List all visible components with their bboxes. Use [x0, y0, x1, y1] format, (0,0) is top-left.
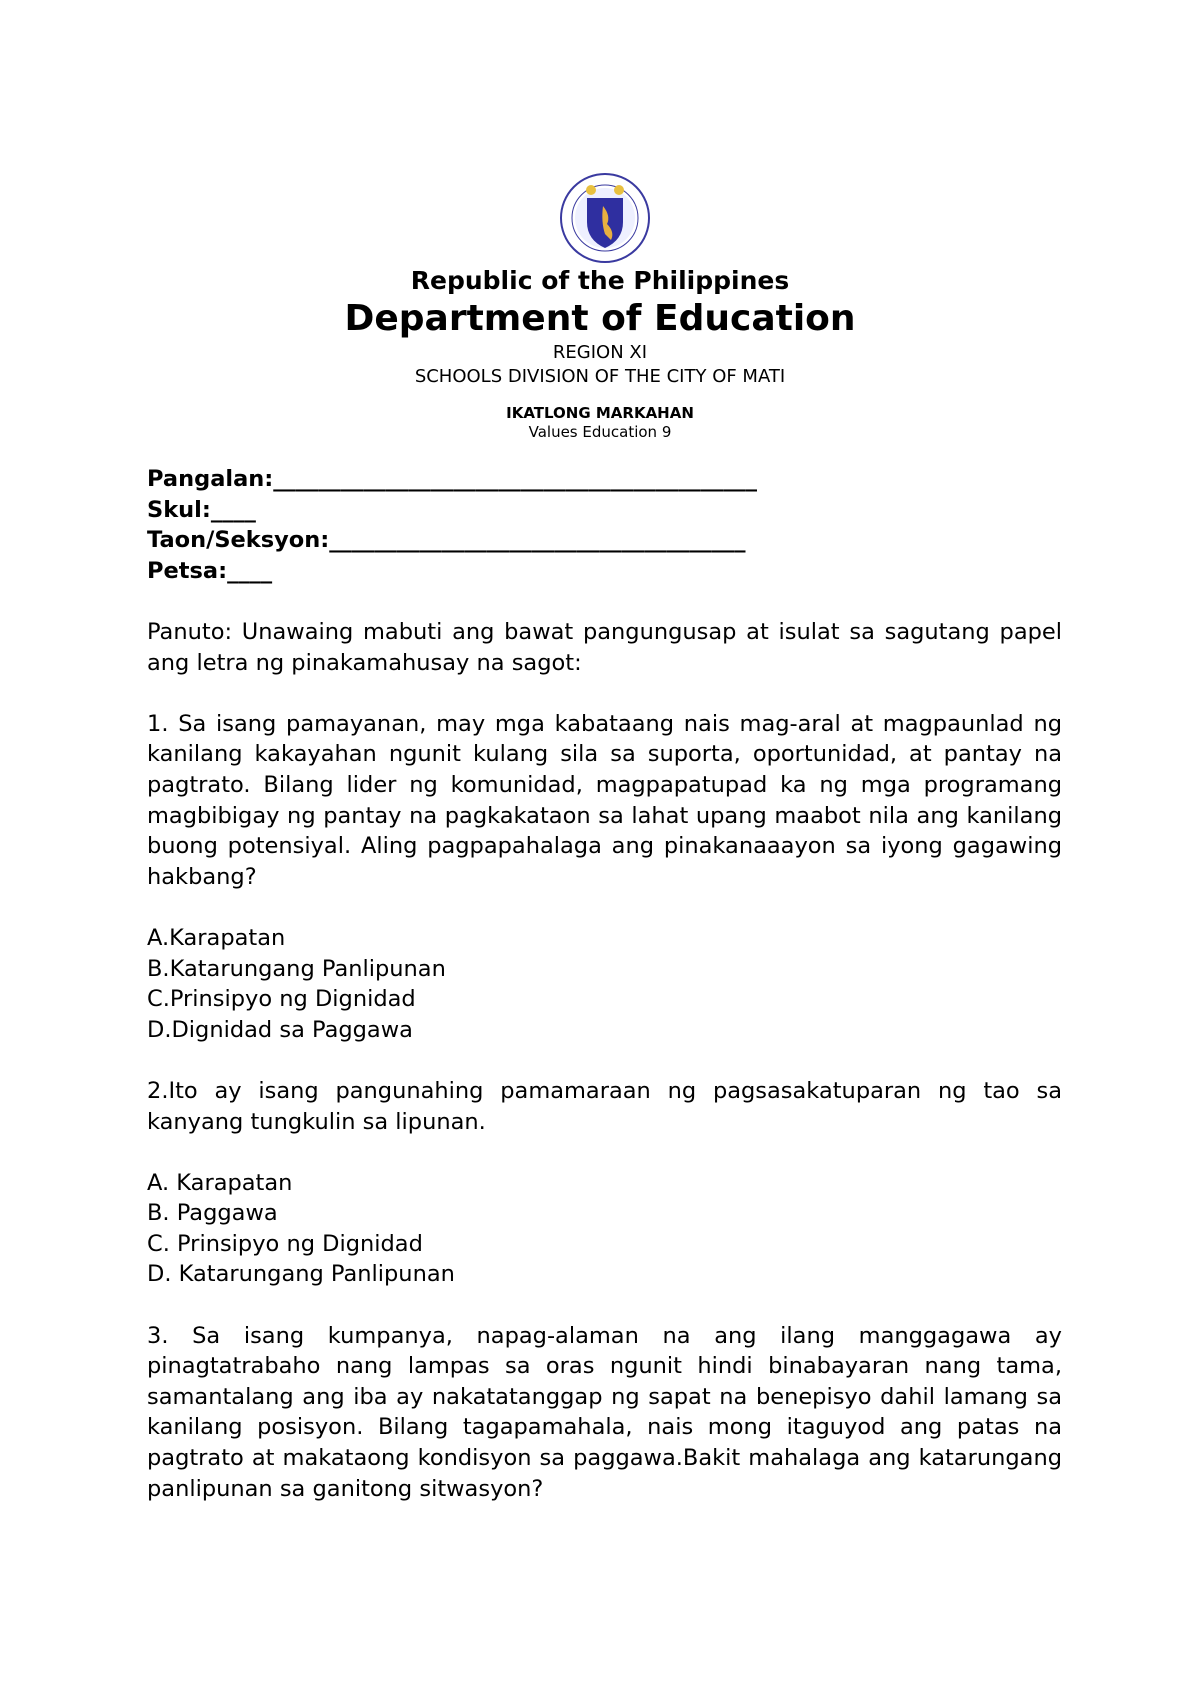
subject-label: Values Education 9: [528, 423, 672, 441]
question-3: 3. Sa isang kumpanya, napag-alaman na ang ilang manggagawa ay pinagtatrabaho nang lampas sa oras ngunit hindi binabayaran nang tama, samantalang ang iba ay nakatatanggap ng sapat na benepisyo dahil lamang sa kanilang posisyon. Bilang tagapamahala, nais mong itaguyod ang patas na pagtrato at makataong kondisyon sa paggawa.Bakit mahalaga ang katarungang panlipunan sa ganitong sitwasyon?: [147, 1322, 1062, 1502]
name-field: Pangalan:___________________________________________: [147, 466, 758, 492]
question-1: 1. Sa isang pamayanan, may mga kabataang nais mag-aral at magpaunlad ng kanilang kakayahan ngunit kulang sila sa suporta, oportunidad, at pantay na pagtrato. Bilang lider ng komunidad, magpapatupad ka ng mga programang magbibigay ng pantay na pagkakataon sa lahat upang maabot nila ang kanilang buong potensiyal. Aling pagpapahalaga ang pinakanaaayon sa iyong gagawing hakbang?: [147, 710, 1062, 890]
deped-seal-logo: [545, 172, 665, 264]
region-label: REGION XI: [552, 342, 648, 363]
q1-choice-c: C.Prinsipyo ng Dignidad: [147, 986, 416, 1013]
exam-body: [147, 617, 1062, 1504]
date-field: Petsa:____: [147, 557, 273, 584]
quarter-label: IKATLONG MARKAHAN: [506, 404, 694, 422]
q2-choice-b: B. Paggawa: [147, 1200, 278, 1227]
q2-choice-d: D. Katarungang Panlipunan: [147, 1261, 455, 1288]
student-info-form: [147, 464, 1062, 586]
q2-choice-c: C. Prinsipyo ng Dignidad: [147, 1230, 423, 1257]
section-field: Taon/Seksyon:_____________________________________: [147, 527, 746, 554]
school-field: Skul:____: [147, 496, 256, 523]
republic-heading: Republic of the Philippines: [410, 266, 790, 295]
q1-choice-d: D.Dignidad sa Paggawa: [147, 1016, 413, 1043]
instructions: Panuto: Unawaing mabuti ang bawat pangungusap at isulat sa sagutang papel ang letra ng pinakamahusay na sagot:: [147, 619, 1062, 676]
q2-choice-a: A. Karapatan: [147, 1169, 293, 1196]
q1-choice-b: B.Katarungang Panlipunan: [147, 955, 446, 982]
department-heading: Department of Education: [344, 298, 856, 339]
q1-choice-a: A.Karapatan: [147, 924, 286, 951]
question-2: 2.Ito ay isang pangunahing pamamaraan ng pagsasakatuparan ng tao sa kanyang tungkulin sa lipunan.: [147, 1077, 1062, 1135]
division-label: SCHOOLS DIVISION OF THE CITY OF MATI: [414, 366, 786, 387]
